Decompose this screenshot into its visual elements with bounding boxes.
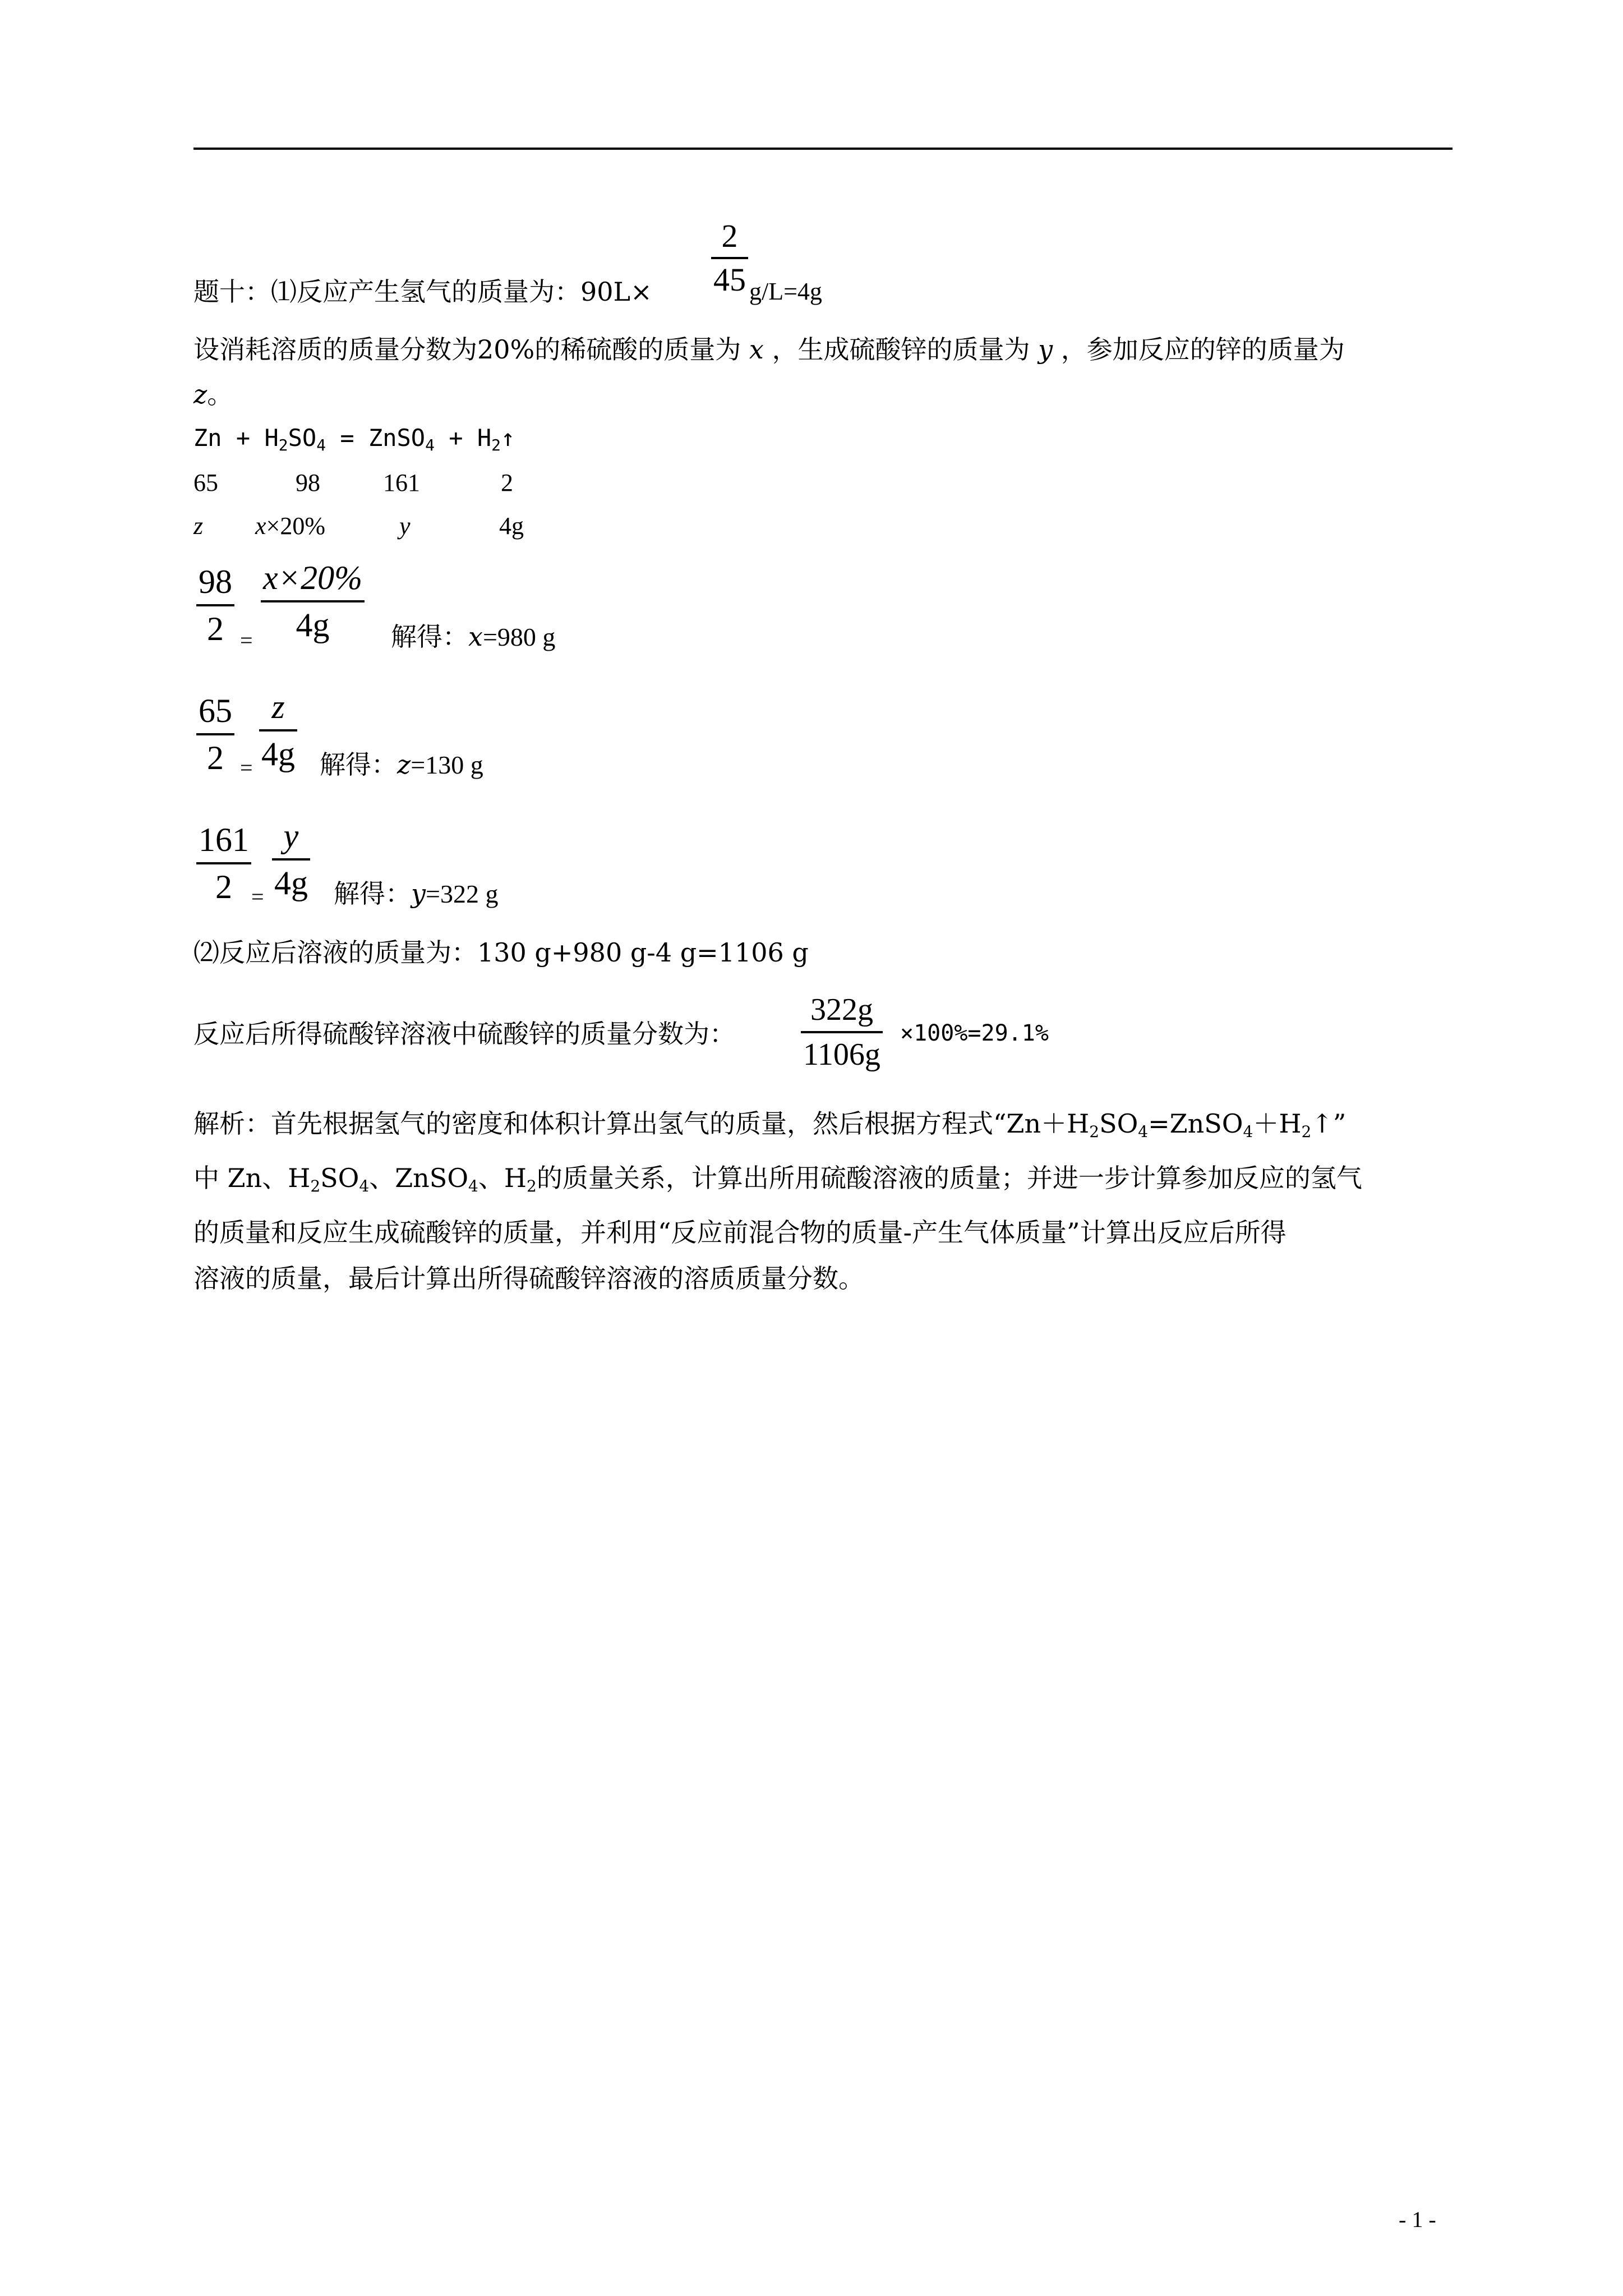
plus-sign: + — [236, 424, 251, 452]
eq2-equals: = — [240, 755, 253, 780]
setup-text-1: 设消耗溶质的质量分数为20%的稀硫酸的质量为 — [193, 334, 741, 365]
q2-fraction-suffix: ×100%=29.1% — [900, 1020, 1049, 1046]
analysis-line-4: 溶液的质量，最后计算出所得硫酸锌溶液的溶质质量分数。 — [193, 1263, 864, 1294]
mass-zn: 65 — [193, 469, 218, 496]
plus-sign-2: + — [449, 424, 463, 452]
q1-prefix: 题十：⑴反应产生氢气的质量为：90L× — [193, 277, 652, 307]
density-denominator: 45 — [713, 261, 746, 298]
eq2-right-fraction: z 4g — [259, 690, 297, 771]
formula-h2so4: $H_2SO_4$ — [264, 424, 326, 454]
density-fraction — [711, 220, 748, 296]
analysis-paragraph — [193, 1101, 1453, 1301]
header-rule — [193, 148, 1453, 150]
eq1-left-fraction: 98 2 — [196, 565, 234, 646]
analysis-line-2: 中 Zn、$H_2SO_4$、ZnSO$_4$、$H_2$的质量关系，计算出所用硫酸溶液的质量；并进一步计算参加反应的氢气 — [193, 1163, 1362, 1195]
known-h2: 4g — [499, 512, 524, 540]
page-number: - 1 - — [1399, 2207, 1436, 2232]
setup-line — [193, 334, 1345, 365]
eq3-left-fraction: 161 2 — [196, 823, 251, 904]
setup-line-2 — [193, 381, 233, 407]
setup-text-2: ，生成硫酸锌的质量为 — [772, 334, 1030, 365]
formula-h2: $H_2↑$ — [477, 424, 515, 454]
formula-zn: Zn — [193, 424, 222, 452]
eq3-right-fraction: y 4g — [272, 819, 310, 900]
analysis-line-3: 的质量和反应生成硫酸锌的质量，并利用“反应前混合物的质量-产生气体质量”计算出反应后所得 — [193, 1217, 1287, 1248]
eq3-equals: = — [251, 884, 264, 909]
known-x: x×20% — [255, 512, 325, 540]
known-y: y — [399, 512, 411, 540]
var-z: z — [193, 379, 208, 409]
analysis-line-1: 解析：首先根据氢气的密度和体积计算出氢气的质量，然后根据方程式“$Zn+H_2SO_4=ZnSO_4+H_2↑$” — [193, 1108, 1347, 1141]
var-y: y — [1038, 334, 1053, 365]
eq2-solution: 解得：z=130 g — [320, 749, 483, 780]
eq1-equals: = — [240, 628, 253, 653]
q2-fraction: 322g 1106g — [801, 994, 883, 1070]
mass-h2so4: 98 — [296, 469, 320, 496]
mass-h2: 2 — [501, 469, 513, 496]
q2-fraction-prefix: 反应后所得硫酸锌溶液中硫酸锌的质量分数为： — [193, 1019, 735, 1049]
q1-suffix: g/L=4g — [749, 278, 822, 305]
setup-end: 。 — [207, 379, 233, 409]
known-z: z — [193, 512, 204, 540]
eq1-solution: 解得：x=980 g — [391, 622, 556, 652]
var-x: x — [749, 334, 764, 365]
equals-sign: = — [340, 424, 354, 452]
formula-znso4: ZnSO$_4$ — [368, 424, 435, 454]
eq2-left-fraction: 65 2 — [196, 694, 234, 775]
reaction-equation — [193, 426, 515, 453]
mass-znso4: 161 — [383, 469, 420, 496]
setup-text-3: ，参加反应的锌的质量为 — [1061, 334, 1345, 365]
gas-arrow-icon: ↑ — [501, 424, 515, 452]
q2-solution-mass: ⑵反应后溶液的质量为：130 g+980 g-4 g=1106 g — [193, 937, 809, 968]
eq3-solution: 解得：y=322 g — [334, 878, 499, 909]
density-numerator: 2 — [721, 218, 738, 254]
eq1-right-fraction: x×20% 4g — [261, 561, 365, 642]
